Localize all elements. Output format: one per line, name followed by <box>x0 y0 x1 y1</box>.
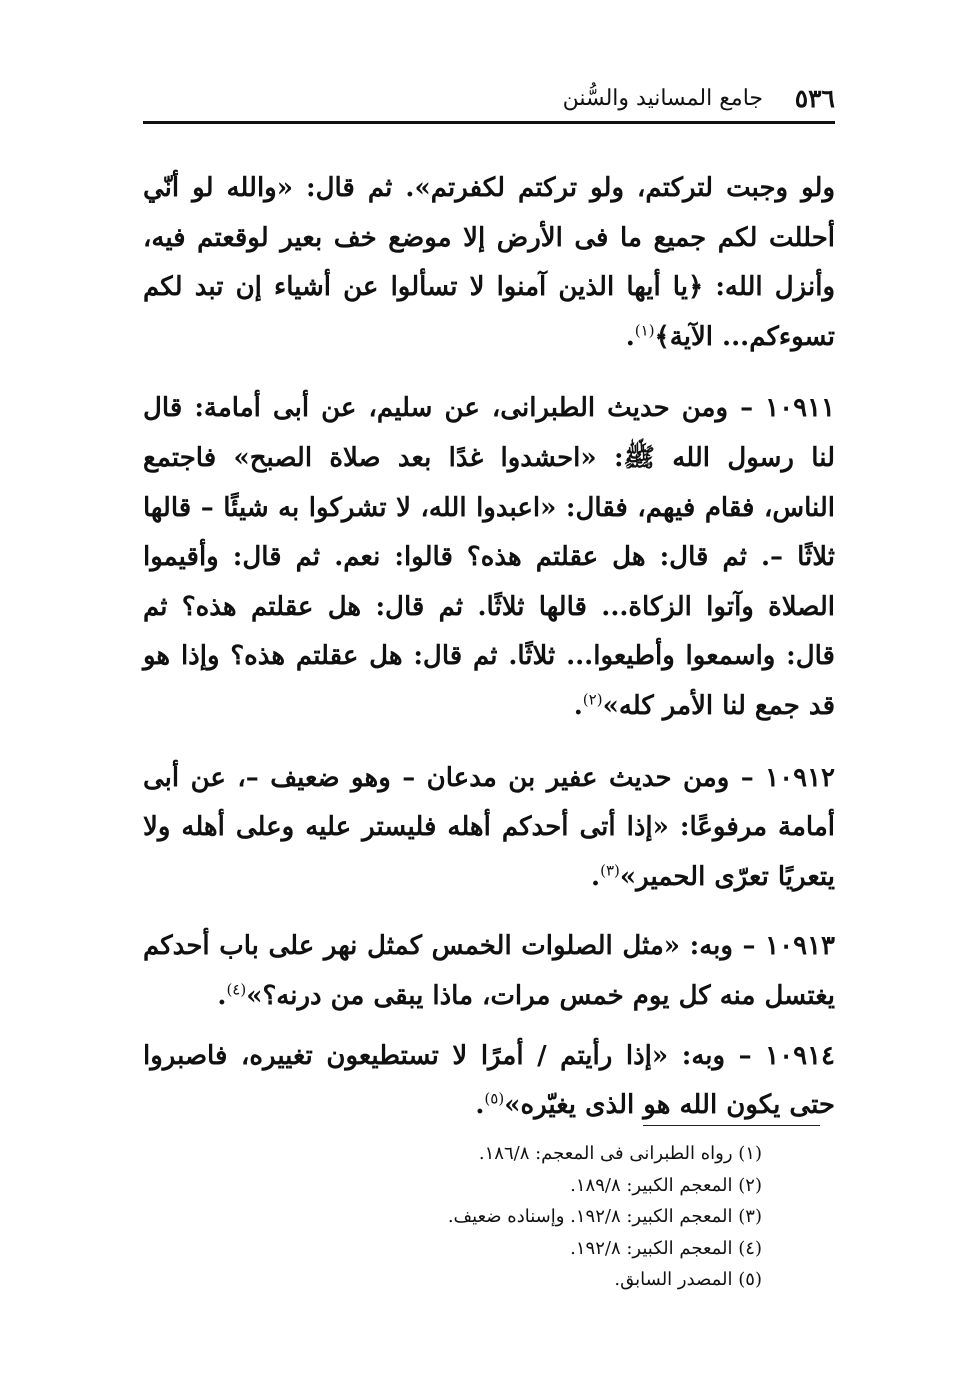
book-title: جامع المسانيد والسُّنن <box>562 86 763 111</box>
footnote-5: (٥) المصدر السابق. <box>614 1269 762 1290</box>
header-rule <box>143 121 835 124</box>
page-number: ٥٣٦ <box>794 84 835 113</box>
footnotes <box>143 1138 762 1296</box>
hadith-paragraph: ١٠٩١١ – ومن حديث الطبرانى، عن سليم، عن أبى أمامة: قال لنا رسول الله ﷺ: «احشدوا غدًا بعد صلاة الصبح» فاجتمع الناس، فقام فيهم، فقال: «اعبدوا الله، لا تشركوا به شيئًا – قالها ثلاثًا –. ثم قال: هل عقلتم هذه؟ قالوا: نعم. ثم قال: وأقيموا الصلاة وآتوا الزكاة... قالها ثلاثًا. ثم قال: هل عقلتم هذه؟ ثم قال: واسمعوا وأطيعوا... ثلاثًا. ثم قال: هل عقلتم هذه؟ وإذا هو قد جمع لنا الأمر كله»$^{(٢)}$. <box>143 393 835 721</box>
paragraph-text: – ومن حديث الطبرانى، عن سليم، عن أبى أمامة: قال لنا رسول الله ﷺ: «احشدوا غدًا بعد صلاة الصبح» فاجتمع الناس، فقام فيهم، فقال: «اعبدوا الله، لا تشركوا به شيئًا – قالها ثلاثًا –. ثم قال: هل عقلتم هذه؟ قالوا: نعم. ثم قال: وأقيموا الصلاة وآتوا الزكاة... قالها ثلاثًا. ثم قال: هل عقلتم هذه؟ ثم قال: واسمعوا وأطيعوا... ثلاثًا. ثم قال: هل عقلتم هذه؟ وإذا هو قد جمع لنا الأمر كله» <box>143 393 835 721</box>
paragraph-text: – وبه: «إذا رأيتم / أمرًا لا تستطيعون تغييره، فاصبروا حتى يكون الله هو الذى يغيّره» <box>143 1040 835 1121</box>
page-header <box>143 78 835 122</box>
footnote-3: (٣) المعجم الكبير: ١٩٢/٨. وإسناده ضعيف. <box>447 1206 762 1227</box>
footnote-marker: (١) <box>634 321 655 340</box>
hadith-number: ١٠٩١٢ <box>765 762 835 793</box>
paragraph: ولو وجبت لتركتم، ولو تركتم لكفرتم». ثم قال: «والله لو أنّي أحللت لكم جميع ما فى الأرض إلا موضع خف بعير لوقعتم فيه، وأنزل الله: ﴿يا أيها الذين آمنوا لا تسألوا عن أشياء إن تبد لكم تسوءكم... الآية﴾$^{(١)}$. <box>143 173 835 352</box>
footnote-separator <box>643 1125 820 1126</box>
footnote-marker: (٢) <box>582 690 603 709</box>
main-text <box>143 164 835 1131</box>
footnote-marker: (٣) <box>600 861 620 880</box>
paragraph-text: ولو وجبت لتركتم، ولو تركتم لكفرتم». ثم قال: «والله لو أنّي أحللت لكم جميع ما فى الأرض إلا موضع خف بعير لوقعتم فيه، وأنزل الله: ﴿يا أيها الذين آمنوا لا تسألوا عن أشياء إن تبد لكم تسوءكم... الآية﴾ <box>143 173 835 352</box>
hadith-paragraph: ١٠٩١٤ – وبه: «إذا رأيتم / أمرًا لا تستطيعون تغييره، فاصبروا حتى يكون الله هو الذى يغيّره»$^{(٥)}$. <box>143 1040 835 1121</box>
hadith-paragraph: ١٠٩١٢ – ومن حديث عفير بن مدعان – وهو ضعيف –، عن أبى أمامة مرفوعًا: «إذا أتى أحدكم أهله فليستر عليه وعلى أهله ولا يتعريًا تعرّى الحمير»$^{(٣)}$. <box>143 762 835 892</box>
paragraph-text: – وبه: «مثل الصلوات الخمس كمثل نهر على باب أحدكم يغتسل منه كل يوم خمس مرات، ماذا يبقى من درنه؟» <box>143 931 835 1011</box>
footnote-4: (٤) المعجم الكبير: ١٩٢/٨. <box>570 1237 762 1259</box>
footnote-1: (١) رواه الطبرانى فى المعجم: ١٨٦/٨. <box>478 1143 762 1164</box>
paragraph-text: – ومن حديث عفير بن مدعان – وهو ضعيف –، عن أبى أمامة مرفوعًا: «إذا أتى أحدكم أهله فليستر عليه وعلى أهله ولا يتعريًا تعرّى الحمير» <box>143 762 835 892</box>
hadith-number: ١٠٩١٣ <box>765 931 835 962</box>
footnote-marker: (٤) <box>226 980 247 999</box>
hadith-paragraph: ١٠٩١٣ – وبه: «مثل الصلوات الخمس كمثل نهر على باب أحدكم يغتسل منه كل يوم خمس مرات، ماذا يبقى من درنه؟»$^{(٤)}$. <box>143 931 835 1011</box>
hadith-number: ١٠٩١٤ <box>765 1040 835 1071</box>
hadith-number: ١٠٩١١ <box>765 393 835 424</box>
footnote-marker: (٥) <box>484 1089 505 1108</box>
footnote-2: (٢) المعجم الكبير: ١٨٩/٨. <box>570 1174 762 1196</box>
